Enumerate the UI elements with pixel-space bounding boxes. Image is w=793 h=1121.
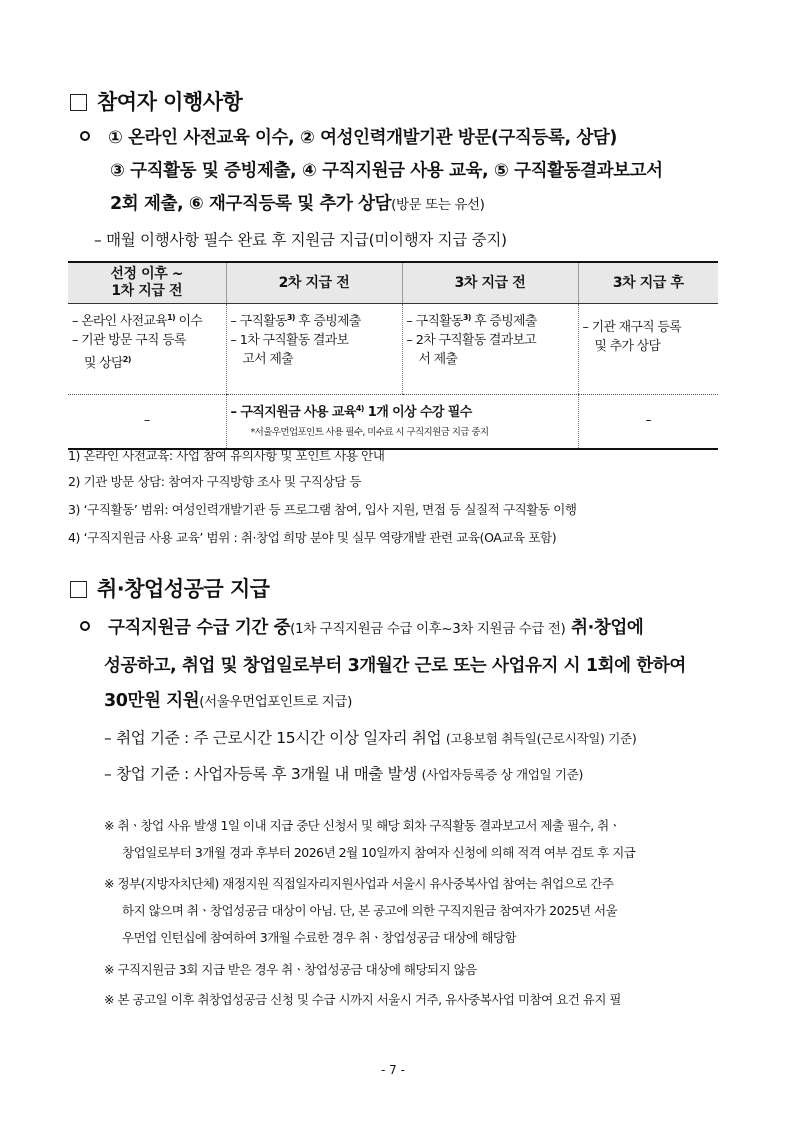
table-row [68,304,718,395]
circle-bullet-icon [80,621,90,631]
table-cell: – 구직활동$^{3)}$ 후 증빙제출 – 1차 구직활동 결과보 고서 제출 [226,304,402,395]
table-cell: – 기관 재구직 등록 및 추가 상담 [578,304,718,395]
sub-item-startup: – 창업 기준 : 사업자등록 후 3개월 내 매출 발생 (사업자등록증 상 개업일 기준) [104,765,584,783]
section-heading-participant-duties [70,86,242,116]
table-cell: – [578,395,718,450]
circle-bullet-icon [80,131,90,141]
payment-schedule-table [68,261,718,450]
table-row [68,395,718,450]
table-header-cell: 2차 지급 전 [226,262,402,304]
note-item: 우먼업 인턴십에 참여하여 3개월 수료한 경우 취ㆍ창업성공금 대상에 해당함 [122,930,517,945]
note-item: ※ 본 공고일 이후 취창업성공금 신청 및 수급 시까지 서울시 거주, 유사중복사업 미참여 요건 유지 필 [104,992,621,1007]
note-item: 하지 않으며 취ㆍ창업성공금 대상이 아님. 단, 본 공고에 의한 구직지원금 참여자가 2025년 서울 [122,903,618,918]
footnote: 1) 온라인 사전교육: 사업 참여 유의사항 및 포인트 사용 안내 [68,448,385,463]
table-cell: – 온라인 사전교육$^{1)}$ 이수 – 기관 방문 구직 등록 및 상담$^{2)}$ [68,304,226,395]
table-cell-merged: – 구직지원금 사용 교육$^{4)}$ 1개 이상 수강 필수 *서울우먼업포인트 사용 필수, 미수료 시 구직지원금 지급 중지 [226,395,578,450]
sub-item-employment: – 취업 기준 : 주 근로시간 15시간 이상 일자리 취업 (고용보험 취득일(근로시작일) 기준) [104,729,637,747]
section-title: 참여자 이행사항 [97,90,243,114]
table-header-cell: 3차 지급 전 [402,262,578,304]
table-cell: – 구직활동$^{3)}$ 후 증빙제출 – 2차 구직활동 결과보고 서 제출 [402,304,578,395]
footnote: 4) ‘구직지원금 사용 교육’ 범위 : 취·창업 희망 분야 및 실무 역량개발 관련 교육(OA교육 포함) [68,530,557,545]
footnote: 3) ‘구직활동’ 범위: 여성인력개발기관 등 프로그램 참여, 입사 지원, 면접 등 실질적 구직활동 이행 [68,502,577,517]
section-title: 취·창업성공금 지급 [97,577,270,601]
note-item: 창업일로부터 3개월 경과 후부터 2026년 2월 10일까지 참여자 신청에 의해 적격 여부 검토 후 지급 [122,845,636,860]
table-cell: – [68,395,226,450]
note-item: ※ 구직지원금 3회 지급 받은 경우 취ㆍ창업성공금 대상에 해당되지 않음 [104,962,477,977]
note-item: ※ 취ㆍ창업 사유 발생 1일 이내 지급 중단 신청서 및 해당 회차 구직활동 결과보고서 제출 필수, 취ㆍ [104,818,621,833]
bullet-line-3: 30만원 지원(서울우먼업포인트로 지급) [104,691,352,711]
footnote: 2) 기관 방문 상담: 참여자 구직방향 조사 및 구직상담 등 [68,474,362,489]
section-heading-success-bonus [70,573,270,603]
checkbox-square-icon [70,581,87,598]
table-header-cell: 선정 이후 ~ 1차 지급 전 [68,262,226,304]
table-header-cell: 3차 지급 후 [578,262,718,304]
bullet-line-1: ① 온라인 사전교육 이수, ② 여성인력개발기관 방문(구직등록, 상담) [80,124,617,149]
checkbox-square-icon [70,94,87,111]
bullet-line-2: ③ 구직활동 및 증빙제출, ④ 구직지원금 사용 교육, ⑤ 구직활동결과보고서 [110,161,663,181]
page-number: - 7 - [381,1063,405,1077]
table-header-row [68,262,718,304]
bullet-line-3: 2회 제출, ⑥ 재구직등록 및 추가 상담(방문 또는 유선) [110,194,485,214]
bullet-line-2: 성공하고, 취업 및 창업일로부터 3개월간 근로 또는 사업유지 시 1회에 한하여 [104,656,686,676]
bullet-line-1: 구직지원금 수급 기간 중(1차 구직지원금 수급 이후~3차 지원금 수급 전) 취·창업에 [80,614,643,639]
note-item: ※ 정부(지방자치단체) 재정지원 직접일자리지원사업과 서울시 유사중복사업 참여는 취업으로 간주 [104,876,614,891]
sub-item-monthly: – 매월 이행사항 필수 완료 후 지원금 지급(미이행자 지급 중지) [94,231,507,249]
